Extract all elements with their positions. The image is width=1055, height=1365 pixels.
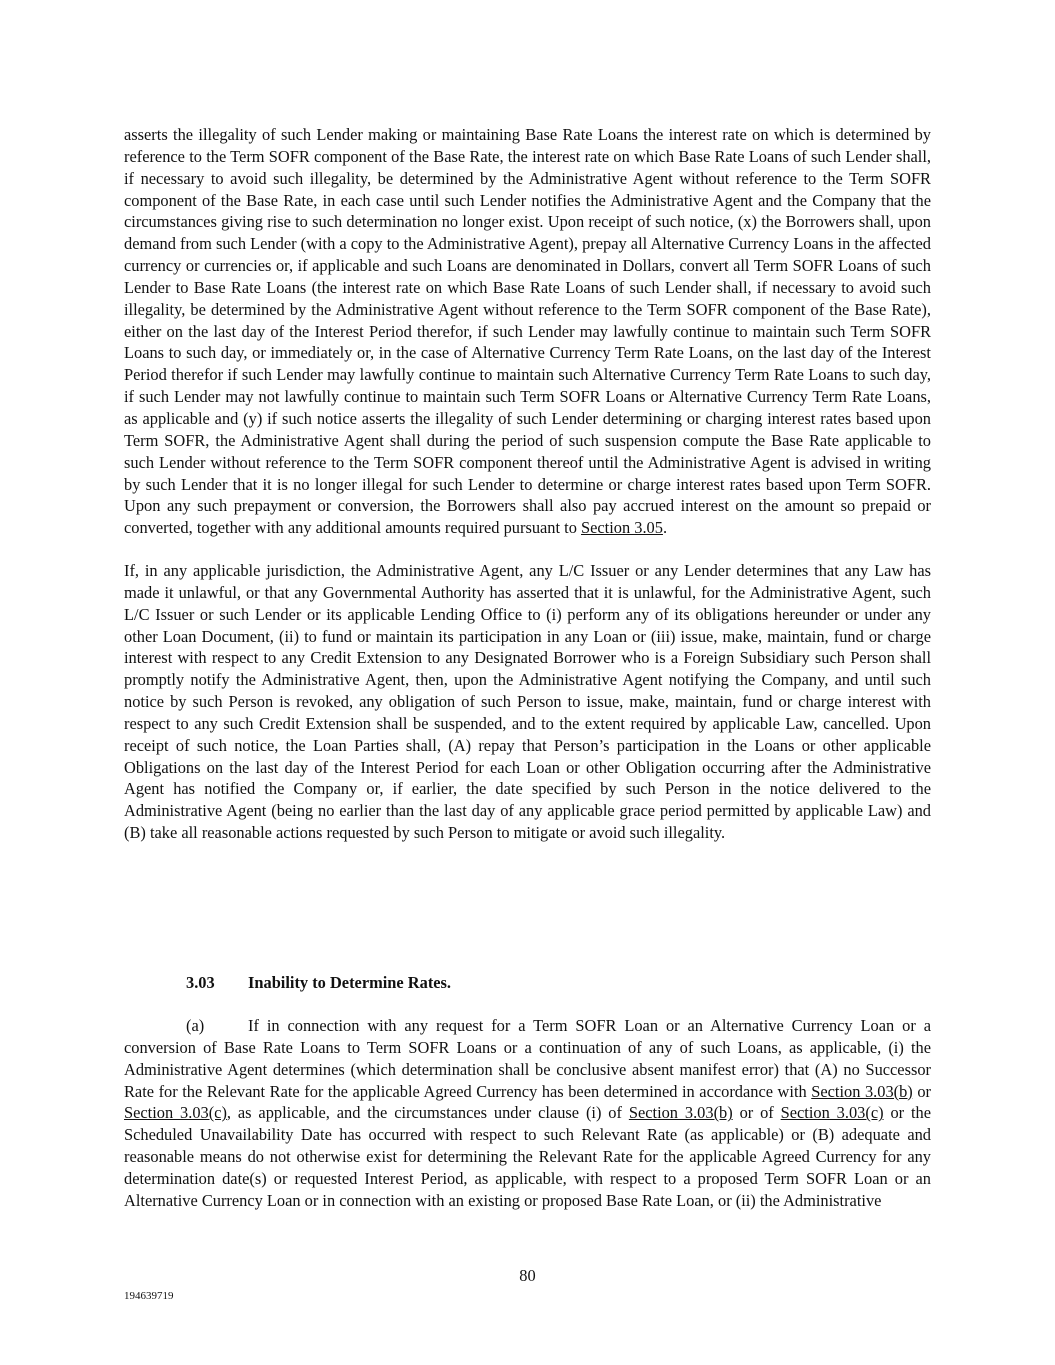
section-reference-link[interactable]: Section 3.03(c) [780, 1103, 884, 1123]
clause-marker: (a) [186, 1016, 205, 1035]
paragraph-text: or of [732, 1103, 781, 1123]
paragraph-text: . [662, 518, 668, 538]
document-id: 194639719 [124, 1290, 174, 1302]
section-reference-link[interactable]: Section 3.05 [581, 518, 663, 538]
paragraph-text: If in connection with any request for a Term SOFR Loan or an Alternative Currency Loan or a conversion of Base Rate Loans to Term SOFR Loans or a continuation of any of such Loans, as applicable, (i) the Administrative Agent determines (which determination shall be conclusive absent manifest error) that (A) no Successor Rate for the Relevant Rate for the applicable Agreed Currency has been determined in accordance with [124, 1016, 931, 1101]
paragraph-text: asserts the illegality of such Lender making or maintaining Base Rate Loans the interest rate on which is determined by reference to the Term SOFR component of the Base Rate, the interest rate on which Base Rate Loans of such Lender shall, if necessary to avoid such illegality, be determined by the Administrative Agent without reference to the Term SOFR component of the Base Rate, in each case until such Lender notifies the Administrative Agent and the Company that the circumstances giving rise to such determination no longer exist. Upon receipt of such notice, (x) the Borrowers shall, upon demand from such Lender (with a copy to the Administrative Agent), prepay all Alternative Currency Loans in the affected currency or currencies or, if applicable and such Loans are denominated in Dollars, convert all Term SOFR Loans of such Lender to Base Rate Loans (the interest rate on which Base Rate Loans of such Lender shall, if necessary to avoid such illegality, be determined by the Administrative Agent without reference to the Term SOFR component of the Base Rate), either on the last day of the Interest Period therefor, if such Lender may lawfully continue to maintain such Term SOFR Loans to such day, or immediately or, in the case of Alternative Currency Term Rate Loans, on the last day of the Interest Period therefor if such Lender may lawfully continue to maintain such Alternative Currency Term Rate Loans to such day, if such Lender may not lawfully continue to maintain such Term SOFR Loans or Alternative Currency Term Rate Loans, as applicable and (y) if such notice asserts the illegality of such Lender determining or charging interest rates based upon Term SOFR, the Administrative Agent shall during the period of such suspension compute the Base Rate applicable to such Lender without reference to the Term SOFR component thereof until the Administrative Agent is advised in writing by such Lender that it is no longer illegal for such Lender to determine or charge interest rates based upon Term SOFR. Upon any such prepayment or conversion, the Borrowers shall also pay accrued interest on the amount so prepaid or converted, together with any additional amounts required pursuant to [124, 125, 931, 538]
section-reference-link[interactable]: Section 3.03(b) [811, 1081, 913, 1101]
section-reference-link[interactable]: Section 3.03(c) [124, 1103, 227, 1123]
section-title: Inability to Determine Rates. [248, 973, 452, 992]
paragraph-text: , as applicable, and the circumstances under clause (i) of [226, 1103, 629, 1123]
paragraph-unlawful-jurisdiction: If, in any applicable jurisdiction, the Administrative Agent, any L/C Issuer or any Lender determines that any Law has made it unlawful, or that any Governmental Authority has asserted that it is unlawful, for the Administrative Agent, such L/C Issuer or such Lender or its applicable Lending Office to (i) perform any of its obligations hereunder or under any other Loan Document, (ii) to fund or maintain its participation in any Loan or (iii) issue, make, maintain, fund or charge interest with respect to any Credit Extension to any Designated Borrower who is a Foreign Subsidiary such Person shall promptly notify the Administrative Agent, then, upon the Administrative Agent notifying the Company, and until such notice by such Person is revoked, any obligation of such Person to issue, make, maintain, fund or charge interest with respect to any such Credit Extension shall be suspended, and to the extent required by applicable Law, cancelled. Upon receipt of such notice, the Loan Parties shall, (A) repay that Person’s participation in the Loans or other applicable Obligations on the last day of the Interest Period for each Loan or other Obligation occurring after the Administrative Agent has notified the Company or, if earlier, the date specified by such Person in the notice delivered to the Administrative Agent (being no earlier than the last day of any applicable grace period permitted by applicable Law) and (B) take all reasonable actions requested by such Person to mitigate or avoid such illegality. [124, 561, 931, 843]
section-number: 3.03 [186, 973, 215, 992]
page-number: 80 [519, 1266, 536, 1285]
document-body [124, 124, 931, 844]
section-heading [186, 972, 451, 994]
paragraph-text: or the Scheduled Unavailability Date has occurred with respect to such Relevant Rate (as applicable) or (B) adequate and reasonable means do not otherwise exist for determining the Relevant Rate for the applicable Agreed Currency for any determination date(s) or requested Interest Period, as applicable, with respect to a proposed Term SOFR Loan or an Alternative Currency Loan or in connection with an existing or proposed Base Rate Loan, or (ii) the Administrative [124, 1103, 931, 1210]
section-reference-link[interactable]: Section 3.03(b) [628, 1103, 733, 1123]
paragraph-a [124, 1015, 931, 1212]
paragraph-text: or [912, 1081, 931, 1101]
paragraph-illegality-continued [124, 124, 931, 539]
